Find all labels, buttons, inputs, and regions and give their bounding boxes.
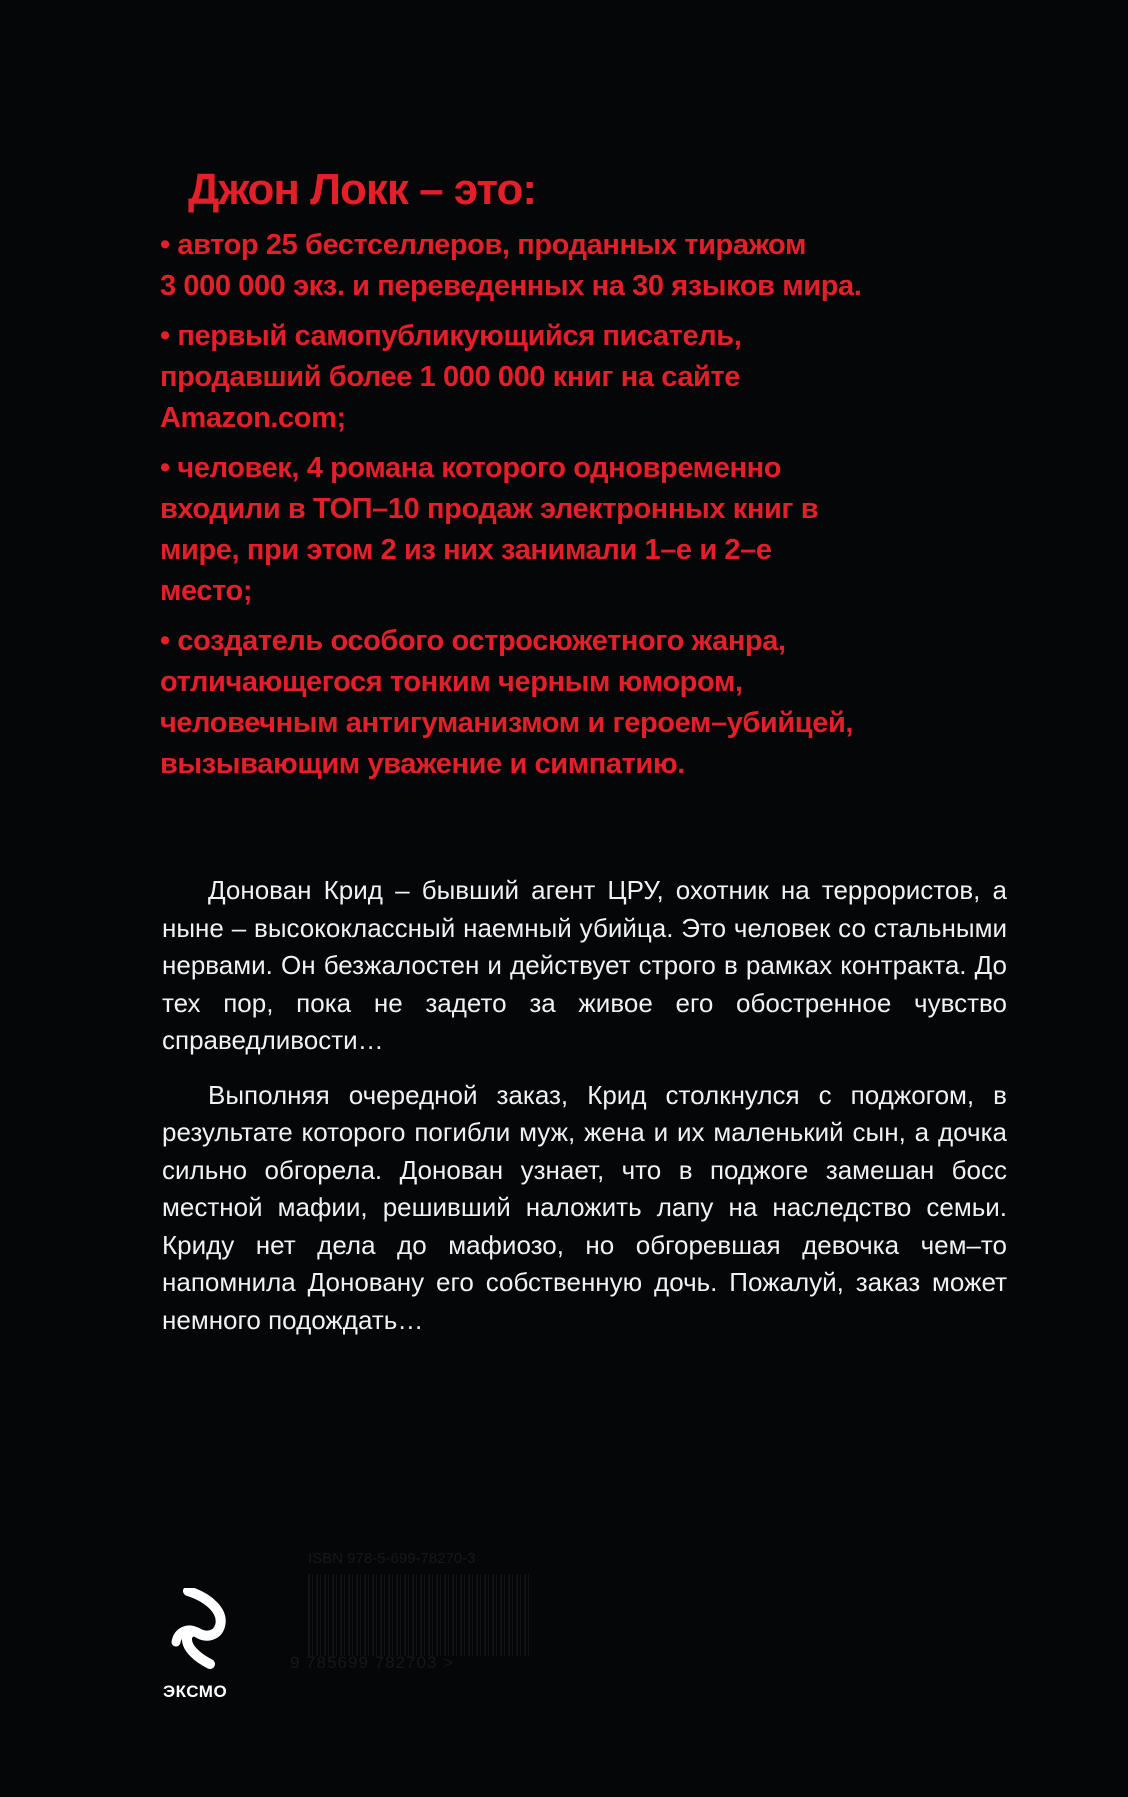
fact-line: • создатель особого остросюжетного жанра, [160, 625, 786, 657]
fact-line: вызывающим уважение и симпатию. [160, 748, 685, 780]
fact-line: 3 000 000 экз. и переведенных на 30 языков мира. [160, 270, 862, 302]
author-facts-list [160, 225, 1040, 794]
fact-top10 [160, 448, 1040, 612]
fact-self-published [160, 316, 1040, 439]
book-description [162, 872, 1007, 1356]
fact-line: • первый самопубликующийся писатель, [160, 320, 742, 352]
description-paragraph-1: Донован Крид – бывший агент ЦРУ, охотник на террористов, а ныне – высококлассный наемный убийца. Это человек со стальными нервами. Он безжалостен и действует строго в рамках контракта. До тех пор, пока не задето за живое его обостренное чувство справедливости… [162, 875, 1007, 1055]
fact-line: входили в ТОП–10 продаж электронных книг в [160, 493, 819, 525]
isbn-barcode [290, 1550, 545, 1675]
fact-line: • автор 25 бестселлеров, проданных тиражом [160, 229, 807, 261]
fact-line: мире, при этом 2 из них занимали 1–е и 2–е [160, 534, 772, 566]
fact-line: Amazon.com; [160, 402, 346, 434]
description-paragraph-2: Выполняя очередной заказ, Крид столкнулся с поджогом, в результате которого погибли муж, жена и их маленький сын, а дочка сильно обгорела. Донован узнает, что в поджоге замешан босс местной мафии, решивший наложить лапу на наследство семьи. Криду нет дела до мафиозо, но обгоревшая девочка чем–то напомнила Доновану его собственную дочь. Пожалуй, заказ может немного подождать… [162, 1079, 1007, 1335]
fact-line: место; [160, 575, 253, 607]
fact-genre-creator [160, 621, 1040, 785]
fact-line: человечным антигуманизмом и героем–убийцей, [160, 707, 854, 739]
fact-line: отличающегося тонким черным юмором, [160, 666, 743, 698]
fact-bestsellers [160, 225, 1040, 307]
publisher-name: ЭКСМО [163, 1682, 228, 1701]
fact-line: продавший более 1 000 000 книг на сайте [160, 361, 741, 393]
eksmo-swirl-icon [170, 1588, 230, 1670]
barcode-bars [308, 1574, 530, 1656]
isbn-label: ISBN 978-5-699-78270-3 [308, 1550, 476, 1567]
fact-line: • человек, 4 романа которого одновременно [160, 452, 782, 484]
author-heading: Джон Локк – это: [188, 165, 537, 214]
barcode-digits: 9 785699 782703 > [290, 1653, 455, 1672]
publisher-logo [160, 1588, 250, 1703]
